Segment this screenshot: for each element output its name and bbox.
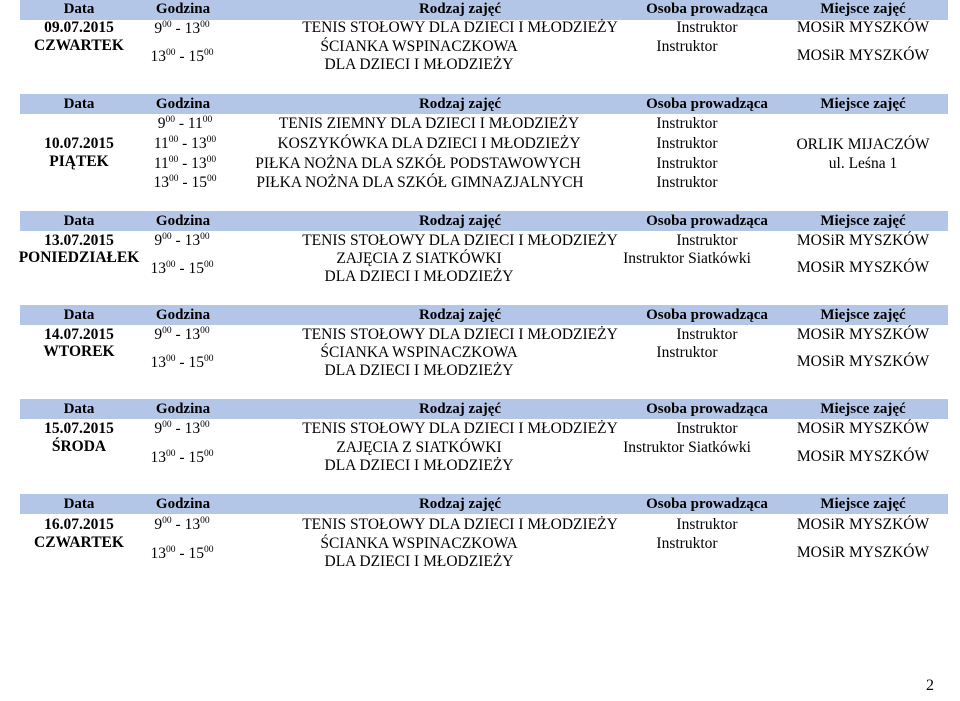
header-date: Data bbox=[63, 496, 95, 512]
day-weekday: PONIEDZIAŁEK bbox=[18, 249, 140, 266]
header-row bbox=[20, 399, 948, 419]
header-type: Rodzaj zajęć bbox=[418, 1, 502, 17]
time-range: $9^{00} - 13^{00}$ bbox=[154, 420, 210, 437]
header-leader: Osoba prowadząca bbox=[646, 496, 768, 512]
header-place: Miejsce zajęć bbox=[820, 96, 906, 112]
place-address: ul. Leśna 1 bbox=[828, 155, 898, 172]
activity-name: ZAJĘCIA Z SIATKÓWKI bbox=[336, 439, 502, 456]
header-date: Data bbox=[63, 213, 95, 229]
place-name: MOSiR MYSZKÓW bbox=[796, 544, 930, 561]
time-range: $13^{00} - 15^{00}$ bbox=[153, 174, 217, 191]
time-range: $13^{00} - 15^{00}$ bbox=[150, 545, 214, 562]
activity-name-line2: DLA DZIECI I MŁODZIEŻY bbox=[324, 56, 514, 73]
day-weekday: ŚRODA bbox=[51, 438, 107, 455]
place-name: MOSiR MYSZKÓW bbox=[796, 516, 930, 533]
day-block bbox=[20, 399, 948, 479]
place-name: MOSiR MYSZKÓW bbox=[796, 353, 930, 370]
header-row bbox=[20, 0, 948, 20]
header-place: Miejsce zajęć bbox=[820, 401, 906, 417]
time-range: $9^{00} - 13^{00}$ bbox=[154, 516, 210, 533]
day-date: 09.07.2015 bbox=[44, 19, 114, 36]
time-range: $13^{00} - 15^{00}$ bbox=[150, 449, 214, 466]
leader-name: Instruktor bbox=[656, 115, 718, 132]
leader-name: Instruktor bbox=[676, 516, 738, 533]
header-date: Data bbox=[63, 1, 95, 17]
header-place: Miejsce zajęć bbox=[820, 307, 906, 323]
place-name: MOSiR MYSZKÓW bbox=[796, 420, 930, 437]
day-weekday: CZWARTEK bbox=[34, 37, 124, 54]
day-block bbox=[20, 305, 948, 385]
activity-name-line2: DLA DZIECI I MŁODZIEŻY bbox=[324, 553, 514, 570]
leader-name: Instruktor Siatkówki bbox=[623, 250, 751, 267]
place-name: MOSiR MYSZKÓW bbox=[796, 326, 930, 343]
header-time: Godzina bbox=[155, 96, 211, 112]
place-name: MOSiR MYSZKÓW bbox=[796, 232, 930, 249]
place-name: MOSiR MYSZKÓW bbox=[796, 448, 930, 465]
leader-name: Instruktor bbox=[656, 174, 718, 191]
day-date: 15.07.2015 bbox=[44, 420, 114, 437]
activity-name: PIŁKA NOŻNA DLA SZKÓŁ GIMNAZJALNYCH bbox=[256, 174, 584, 191]
day-block bbox=[20, 211, 948, 291]
leader-name: Instruktor bbox=[656, 135, 718, 152]
activity-name: ZAJĘCIA Z SIATKÓWKI bbox=[336, 250, 502, 267]
header-place: Miejsce zajęć bbox=[820, 1, 906, 17]
header-row bbox=[20, 305, 948, 325]
activity-name-line2: DLA DZIECI I MŁODZIEŻY bbox=[324, 362, 514, 379]
header-time: Godzina bbox=[155, 496, 211, 512]
activity-name: TENIS ZIEMNY DLA DZIECI I MŁODZIEŻY bbox=[278, 115, 580, 132]
header-type: Rodzaj zajęć bbox=[418, 401, 502, 417]
leader-name: Instruktor bbox=[656, 155, 718, 172]
day-block bbox=[20, 0, 948, 80]
activity-name: PIŁKA NOŻNA DLA SZKÓŁ PODSTAWOWYCH bbox=[255, 155, 581, 172]
time-range: $9^{00} - 13^{00}$ bbox=[154, 20, 210, 37]
header-time: Godzina bbox=[155, 401, 211, 417]
header-time: Godzina bbox=[155, 307, 211, 323]
activity-name: ŚCIANKA WSPINACZKOWA bbox=[320, 535, 518, 552]
time-range: $9^{00} - 13^{00}$ bbox=[154, 232, 210, 249]
header-leader: Osoba prowadząca bbox=[646, 213, 768, 229]
activity-name: TENIS STOŁOWY DLA DZIECI I MŁODZIEŻY bbox=[302, 420, 618, 437]
place-name: MOSiR MYSZKÓW bbox=[796, 47, 930, 64]
activity-name: ŚCIANKA WSPINACZKOWA bbox=[320, 344, 518, 361]
header-leader: Osoba prowadząca bbox=[646, 1, 768, 17]
day-date: 10.07.2015 bbox=[44, 135, 114, 152]
leader-name: Instruktor bbox=[676, 19, 738, 36]
time-range: $13^{00} - 15^{00}$ bbox=[150, 260, 214, 277]
header-time: Godzina bbox=[155, 213, 211, 229]
leader-name: Instruktor bbox=[656, 344, 718, 361]
place-name: MOSiR MYSZKÓW bbox=[796, 259, 930, 276]
day-weekday: CZWARTEK bbox=[34, 534, 124, 551]
header-row bbox=[20, 494, 948, 514]
header-time: Godzina bbox=[155, 1, 211, 17]
activity-name: KOSZYKÓWKA DLA DZIECI I MŁODZIEŻY bbox=[277, 135, 581, 152]
place-name: ORLIK MIJACZÓW bbox=[796, 136, 930, 153]
header-place: Miejsce zajęć bbox=[820, 213, 906, 229]
header-leader: Osoba prowadząca bbox=[646, 96, 768, 112]
time-range: $13^{00} - 15^{00}$ bbox=[150, 48, 214, 65]
header-row bbox=[20, 94, 948, 114]
day-block bbox=[20, 494, 948, 574]
activity-name: TENIS STOŁOWY DLA DZIECI I MŁODZIEŻY bbox=[302, 19, 618, 36]
header-place: Miejsce zajęć bbox=[820, 496, 906, 512]
activity-name: TENIS STOŁOWY DLA DZIECI I MŁODZIEŻY bbox=[302, 232, 618, 249]
header-date: Data bbox=[63, 401, 95, 417]
header-date: Data bbox=[63, 307, 95, 323]
page-number: 2 bbox=[926, 677, 934, 694]
activity-name: ŚCIANKA WSPINACZKOWA bbox=[320, 38, 518, 55]
header-type: Rodzaj zajęć bbox=[418, 96, 502, 112]
time-range: $9^{00} - 13^{00}$ bbox=[154, 326, 210, 343]
activity-name: TENIS STOŁOWY DLA DZIECI I MŁODZIEŻY bbox=[302, 326, 618, 343]
header-type: Rodzaj zajęć bbox=[418, 213, 502, 229]
day-weekday: WTOREK bbox=[43, 343, 115, 360]
leader-name: Instruktor bbox=[656, 38, 718, 55]
header-leader: Osoba prowadząca bbox=[646, 401, 768, 417]
day-date: 14.07.2015 bbox=[44, 326, 114, 343]
time-range: $11^{00} - 13^{00}$ bbox=[153, 135, 217, 152]
day-date: 16.07.2015 bbox=[44, 516, 114, 533]
leader-name: Instruktor bbox=[656, 535, 718, 552]
place-name: MOSiR MYSZKÓW bbox=[796, 19, 930, 36]
time-range: $9^{00} - 11^{00}$ bbox=[157, 115, 213, 132]
day-date: 13.07.2015 bbox=[44, 232, 114, 249]
header-type: Rodzaj zajęć bbox=[418, 307, 502, 323]
header-leader: Osoba prowadząca bbox=[646, 307, 768, 323]
activity-name-line2: DLA DZIECI I MŁODZIEŻY bbox=[324, 268, 514, 285]
day-block bbox=[20, 94, 948, 194]
leader-name: Instruktor Siatkówki bbox=[623, 439, 751, 456]
leader-name: Instruktor bbox=[676, 326, 738, 343]
day-weekday: PIĄTEK bbox=[49, 153, 109, 170]
leader-name: Instruktor bbox=[676, 232, 738, 249]
header-row bbox=[20, 211, 948, 231]
header-type: Rodzaj zajęć bbox=[418, 496, 502, 512]
activity-name-line2: DLA DZIECI I MŁODZIEŻY bbox=[324, 457, 514, 474]
header-date: Data bbox=[63, 96, 95, 112]
activity-name: TENIS STOŁOWY DLA DZIECI I MŁODZIEŻY bbox=[302, 516, 618, 533]
leader-name: Instruktor bbox=[676, 420, 738, 437]
time-range: $13^{00} - 15^{00}$ bbox=[150, 354, 214, 371]
time-range: $11^{00} - 13^{00}$ bbox=[153, 155, 217, 172]
